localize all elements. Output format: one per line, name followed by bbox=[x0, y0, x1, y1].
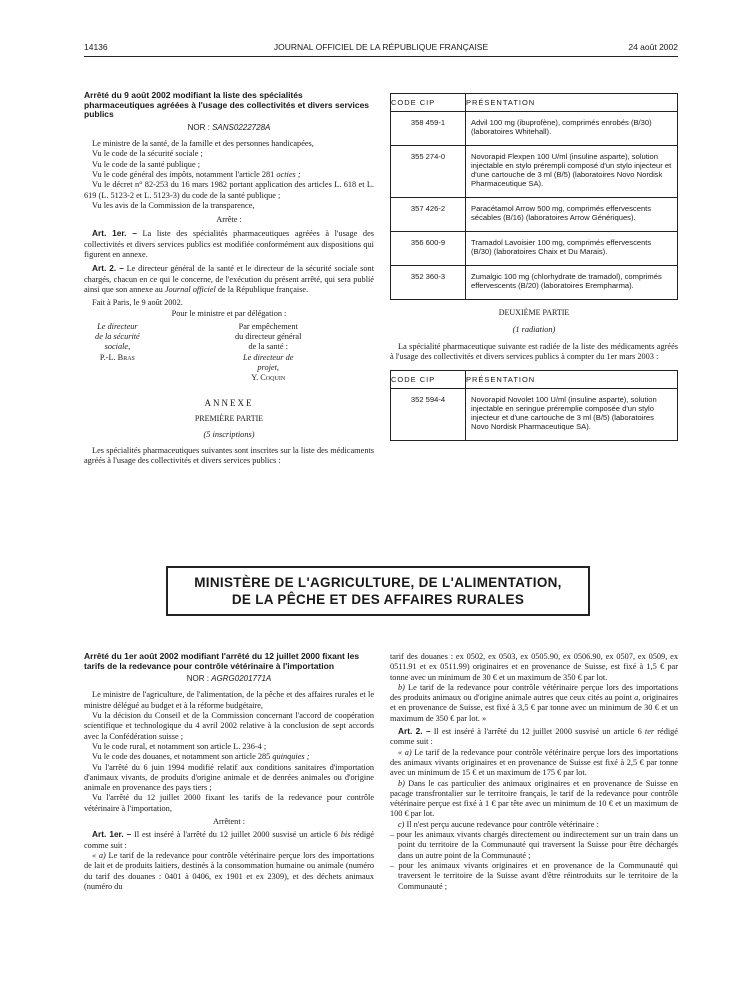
visa: Vu l'arrêté du 12 juillet 2000 fixant les tarifs de la redevance pour contrôle vétérinaire à l'importation, bbox=[84, 793, 374, 813]
visa: Vu le code de la sécurité sociale ; bbox=[92, 149, 203, 159]
arrete-heading: Arrête : bbox=[216, 215, 242, 225]
cip-code: 358 459-1 bbox=[391, 112, 466, 146]
journal-officiel-italic: Journal officiel bbox=[164, 284, 216, 294]
cip-code: 352 594-4 bbox=[391, 389, 466, 441]
visa: Vu les avis de la Commission de la transparence, bbox=[92, 200, 255, 210]
radiation-table bbox=[390, 370, 678, 441]
signatory-name: P.-L. Bras bbox=[99, 352, 135, 362]
article-2 bbox=[390, 726, 678, 748]
point-label: c) bbox=[398, 819, 405, 829]
article-italic: bis bbox=[340, 830, 351, 840]
inscriptions-count: (5 inscriptions) bbox=[203, 430, 255, 440]
table-row bbox=[391, 232, 678, 266]
signatures bbox=[84, 322, 374, 384]
signature-right bbox=[235, 322, 374, 384]
article-label: Art. 2. – bbox=[92, 263, 124, 274]
list-item: – pour les animaux vivants chargés directement ou indirectement sur un train dans un point du territoire de la Communauté qui traversent la Suisse pour être déchargés dans un autre point de la Communauté ; bbox=[390, 830, 678, 860]
nor-label: NOR : bbox=[186, 674, 212, 684]
issue-date: 24 août 2002 bbox=[628, 42, 678, 52]
article-text: Le directeur général de la santé et le directeur de la sécurité sociale sont chargés, chacun en ce qui le concerne, de l'exécution du présent arrêté, qui sera publié ainsi que son annexe au bbox=[84, 264, 374, 294]
article-1-point-b bbox=[390, 683, 678, 724]
pour-le-ministre: Pour le ministre et par délégation : bbox=[171, 308, 287, 318]
signatory-name: Y. Coquin bbox=[251, 373, 286, 383]
visa-text: Vu le code général des impôts, notamment l'article 281 bbox=[92, 169, 277, 179]
point-label: « a) bbox=[398, 747, 412, 757]
nor-code: AGRG0201771A bbox=[211, 674, 272, 684]
table-row bbox=[391, 266, 678, 300]
annexe-tables-column bbox=[390, 93, 678, 441]
presentation: Zumalgic 100 mg (chlorhydrate de tramadol), comprimés effervescents (B/20) (laboratoires Erempharma). bbox=[466, 266, 678, 300]
presentation: Novorapid Novolet 100 U/ml (insuline asparte), solution injectable en seringue préremplie composée d'un stylo injecteur et d'une cartouche de 3 ml (B/5) (laboratoires Novo Nordisk Pharmaceutique SA). bbox=[466, 389, 678, 441]
article-2 bbox=[84, 263, 374, 295]
article-label: Art. 1er. – bbox=[92, 228, 137, 239]
radiation-text: La spécialité pharmaceutique suivante est radiée de la liste des médicaments agréés à l'usage des collectivités et divers services publics à compter du 1er mars 2003 : bbox=[390, 341, 678, 361]
visa: Vu le code de la santé publique ; bbox=[92, 159, 201, 169]
header-code-cip: CODE CIP bbox=[391, 371, 466, 389]
article-text: rédigé comme suit : bbox=[84, 830, 374, 850]
point-label: « a) bbox=[92, 850, 106, 860]
article-1-continued: tarif des douanes : ex 0502, ex 0503, ex 0505.90, ex 0506.90, ex 0507, ex 0509, ex 0511.91 et ex 0511.99) originaires et en provenance de Suisse, est fixé à 1,5 € par tonne avec un minimum de 30 € et un maximum de 350 € par lot. bbox=[390, 652, 678, 682]
ministry-banner bbox=[166, 566, 590, 616]
presentation: Advil 100 mg (ibuprofène), comprimés enrobés (B/30) (laboratoires Whitehall). bbox=[466, 112, 678, 146]
banner-line: DE LA PÊCHE ET DES AFFAIRES RURALES bbox=[231, 592, 525, 607]
signature-line: Le directeur de projet, bbox=[243, 352, 294, 373]
table-row bbox=[391, 112, 678, 146]
point-text: Le tarif de la redevance pour contrôle vétérinaire perçue lors des importations des animaux vivants originaires et en provenance de Suisse est fixé à 2,5 € par tonne avec un minimum de 15 € et un maximum de 175 € par lot. bbox=[390, 747, 678, 778]
exemption-list bbox=[390, 830, 678, 892]
banner-line: MINISTÈRE DE L'AGRICULTURE, DE L'ALIMENTATION, bbox=[194, 575, 562, 590]
table-row bbox=[391, 389, 678, 441]
point-text: Dans le cas particulier des animaux originaires et en provenance de Suisse en pacage transfrontalier sur le territoire français, le tarif de la redevance pour contrôle vétérinaire perçue est fixé à 1 € par tête avec un minimum de 10 € et un maximum de 100 € par lot. bbox=[390, 778, 678, 819]
nor-code: SANS0222728A bbox=[212, 122, 271, 132]
visa bbox=[84, 170, 374, 180]
header-rule bbox=[84, 56, 678, 57]
arrete-sante-column bbox=[84, 91, 374, 466]
signature-line: de la sécurité sociale, bbox=[95, 332, 140, 352]
point-label: b) bbox=[398, 682, 405, 692]
cip-code: 356 600-9 bbox=[391, 232, 466, 266]
visa bbox=[84, 752, 374, 762]
fait-a-paris: Fait à Paris, le 9 août 2002. bbox=[92, 298, 183, 308]
nor-reference bbox=[84, 123, 374, 133]
partie-heading: DEUXIÈME PARTIE bbox=[498, 308, 570, 317]
table-header bbox=[391, 94, 678, 112]
cip-code: 355 274-0 bbox=[391, 146, 466, 198]
presentation: Novorapid Flexpen 100 U/ml (insuline asparte), solution injectable en stylo prérempli composé d'un stylo injecteur et d'une cartouche de 3 ml (B/5) (laboratoires Novo Nordisk Pharmaceutique SA). bbox=[466, 146, 678, 198]
signature-line: Par empêchement bbox=[238, 321, 298, 331]
visa-italic: octies ; bbox=[276, 169, 301, 179]
table-header bbox=[391, 371, 678, 389]
visa: Vu la décision du Conseil et de la Commission concernant l'accord de coopération scientifique et technologique du 4 avril 2002 relative à la conclusion de sept accords avec la Confédération suisse ; bbox=[84, 711, 374, 741]
arretent-heading: Arrêtent : bbox=[212, 817, 246, 827]
signature-line: du directeur général de la santé : bbox=[235, 332, 302, 352]
arrete-agriculture-column-continued bbox=[390, 652, 678, 892]
header-presentation: PRÉSENTATION bbox=[466, 94, 678, 112]
article-2-point-a bbox=[390, 748, 678, 779]
inscriptions-text: Les spécialités pharmaceutiques suivantes sont inscrites sur la liste des médicaments agréés à l'usage des collectivités et divers services publics : bbox=[84, 445, 374, 465]
visa: Vu le code rural, et notamment son article L. 236-4 ; bbox=[92, 741, 267, 751]
presentation: Tramadol Lavoisier 100 mg, comprimés effervescents (B/30) (laboratoires Chaix et Du Marais). bbox=[466, 232, 678, 266]
point-text: Le tarif de la redevance pour contrôle vétérinaire perçue lors des importations des produits animaux ou d'origine animale autres que ceux cités au point bbox=[390, 682, 678, 703]
article-2-point-c bbox=[390, 820, 678, 830]
visa-italic: quinquies ; bbox=[272, 752, 310, 762]
article-text: Il est inséré à l'arrêté du 12 juillet 2000 susvisé un article 6 bbox=[131, 830, 341, 840]
visa-ministers: Le ministre de l'agriculture, de l'alimentation, de la pêche et des affaires rurales et le ministre délégué au budget et à la réforme budgétaire, bbox=[84, 690, 374, 710]
presentation: Paracétamol Arrow 500 mg, comprimés effervescents sécables (B/16) (laboratoires Arrow Génériques). bbox=[466, 198, 678, 232]
article-1 bbox=[84, 228, 374, 260]
cip-code: 352 360-3 bbox=[391, 266, 466, 300]
article-text: de la République française. bbox=[215, 284, 309, 294]
list-item: – pour les animaux vivants originaires et en provenance de la Communauté qui traversent le territoire de la Suisse avant d'être réintroduits sur le territoire de la Communauté ; bbox=[390, 860, 678, 891]
page-number: 14136 bbox=[84, 42, 108, 52]
signature-left bbox=[84, 322, 223, 384]
table-row bbox=[391, 198, 678, 232]
partie-heading: PREMIÈRE PARTIE bbox=[194, 413, 264, 423]
nor-reference bbox=[84, 674, 374, 684]
nor-label: NOR : bbox=[187, 122, 213, 132]
arrete-agriculture-title: Arrêté du 1er août 2002 modifiant l'arrêté du 12 juillet 2000 fixant les tarifs de la redevance pour contrôle vétérinaire à l'importation bbox=[84, 651, 360, 671]
arrete-agriculture-column bbox=[84, 652, 374, 892]
visa: Vu le décret n° 82-253 du 16 mars 1982 portant application des articles L. 618 et L. 619 (L. 5123-2 et L. 5123-3) du code de la santé publique ; bbox=[84, 180, 374, 200]
visa: Vu l'arrêté du 6 juin 1994 modifié relatif aux conditions sanitaires d'importation d'animaux vivants, de produits d'origine animale et de denrées animales ou d'origine animale en provenance des pays tiers ; bbox=[84, 762, 374, 793]
radiation-count: (1 radiation) bbox=[512, 325, 556, 335]
signature-line: Le directeur bbox=[97, 321, 138, 331]
point-text: Le tarif de la redevance pour contrôle vétérinaire perçue lors des importations de lait et de produits laitiers, destinés à la consommation humaine ou animale (numéro du tarif des douanes : 0401 à 0406, ex 1901 et ex 2309), et des déchets animaux (numéro du bbox=[84, 850, 374, 891]
article-text: rédigé comme suit : bbox=[390, 727, 678, 747]
article-label: Art. 2. – bbox=[398, 726, 431, 737]
article-label: Art. 1er. – bbox=[92, 829, 132, 840]
journal-title: JOURNAL OFFICIEL DE LA RÉPUBLIQUE FRANÇAISE bbox=[273, 42, 489, 52]
inscriptions-table bbox=[390, 93, 678, 300]
visa-minister: Le ministre de la santé, de la famille et des personnes handicapées, bbox=[92, 139, 314, 149]
article-text: La liste des spécialités pharmaceutiques agréées à l'usage des collectivités et divers services publics est modifiée conformément aux dispositions qui figurent en annexe. bbox=[84, 229, 374, 260]
annexe-heading: ANNEXE bbox=[204, 397, 254, 408]
article-1 bbox=[84, 829, 374, 851]
point-label: b) bbox=[398, 778, 405, 788]
point-text: Il n'est perçu aucune redevance pour contrôle vétérinaire : bbox=[404, 819, 599, 829]
visa-text: Vu le code des douanes, et notamment son article 285 bbox=[92, 752, 273, 762]
article-1-point-a bbox=[84, 851, 374, 892]
header-presentation: PRÉSENTATION bbox=[466, 371, 678, 389]
article-2-point-b bbox=[390, 779, 678, 820]
point-italic: a bbox=[634, 693, 639, 703]
cip-code: 357 426-2 bbox=[391, 198, 466, 232]
table-row bbox=[391, 146, 678, 198]
arrete-sante-title: Arrêté du 9 août 2002 modifiant la liste des spécialités pharmaceutiques agréées à l'usage des collectivités et divers services publics bbox=[84, 90, 370, 120]
header-code-cip: CODE CIP bbox=[391, 94, 466, 112]
point-text: , originaires et en provenance de Suisse, est fixé à 3,5 € par tonne avec un minimum de 30 € et un maximum de 350 € par lot. » bbox=[390, 693, 678, 723]
article-text: Il est inséré à l'arrêté du 12 juillet 2000 susvisé un article 6 bbox=[430, 727, 645, 737]
article-italic: ter bbox=[644, 727, 655, 737]
